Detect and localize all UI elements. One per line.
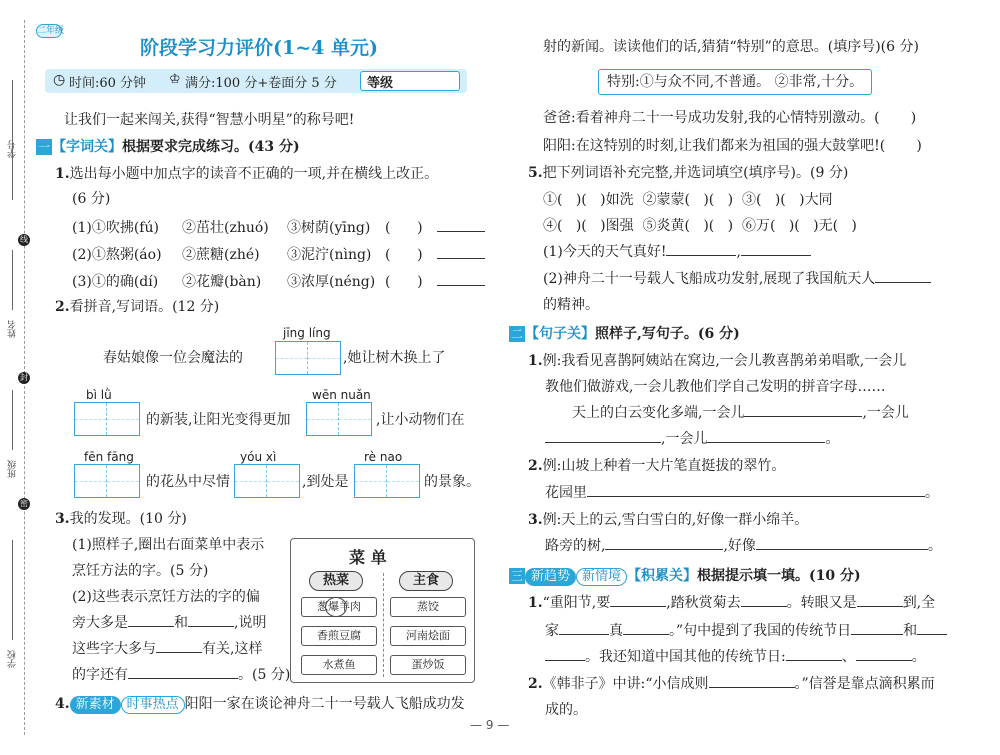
section3-tag: 【积累关】 (627, 568, 698, 584)
class-label: 班级 (8, 460, 18, 478)
menu-item-hot-1[interactable]: 葱爆羊肉 (301, 597, 377, 617)
trophy-icon: ♔ (169, 72, 181, 87)
s2q1-line4: ,一会儿 。 (545, 429, 839, 449)
menu-title: 菜 单 (349, 548, 387, 567)
circle-mark (325, 597, 347, 617)
grade-field-label: 等级 (367, 76, 394, 91)
grid-renao[interactable] (354, 464, 420, 498)
q5-line-3: (1)今天的天气真好! , (543, 242, 811, 262)
grid-wennuan[interactable] (306, 402, 372, 436)
q3-blank-1[interactable] (128, 613, 174, 627)
section2-text: 照样子,写句子。(6 分) (595, 326, 740, 342)
s3q1-blank-8[interactable] (545, 647, 585, 661)
q1-answer-1[interactable] (437, 218, 485, 232)
student-number-line (12, 80, 13, 200)
q2-line2a: 的新装,让阳光变得更加 (146, 412, 291, 428)
section3-number: 三 (510, 569, 523, 583)
name-label: 姓名 (8, 320, 18, 338)
s2q3-blank-2[interactable] (756, 536, 928, 550)
pinyin-youxi: yóu xì (240, 450, 277, 464)
section1-number: 一 (37, 140, 50, 154)
s3q1-blank-7[interactable] (917, 621, 947, 635)
q1-row-2: (2)①熬粥(áo) ②蔗糖(zhé) ③泥泞(nìng) ( ) (72, 245, 485, 265)
grid-jingling[interactable] (275, 341, 341, 375)
section2-tag: 【句子关】 (525, 326, 595, 342)
s3q1-blank-10[interactable] (856, 647, 912, 661)
q5-row-2: ④( )( )图强 ⑤炎黄( )( ) ⑥万( )( )无( ) (543, 218, 857, 234)
q3-line5: 这些字大多与 有关,这样 (72, 641, 263, 657)
q5-blank-3[interactable] (875, 269, 931, 283)
tag-new-material: 新素材 (70, 696, 121, 714)
menu-item-hot-3[interactable]: 水煮鱼 (301, 655, 377, 675)
menu-item-hot-2[interactable]: 香煎豆腐 (301, 626, 377, 646)
seal-dot-1: 线 (20, 235, 28, 244)
q3-line6: 的字还有 。(5 分) (72, 667, 291, 683)
q2-line2b: ,让小动物们在 (376, 412, 465, 428)
q5-row-1: ①( )( )如洗 ②蒙蒙( )( ) ③( )( )大同 (543, 192, 833, 208)
q1-row-3: (3)①的确(dí) ②花瓣(bàn) ③浓厚(néng) ( ) (72, 272, 485, 292)
q5-blank-1[interactable] (666, 242, 736, 256)
seal-dot-2: 封 (20, 373, 28, 382)
s2q1-line2: 教他们做游戏,一会儿教他们学自己发明的拼音字母…… (545, 379, 886, 395)
q2-prompt: 2.看拼音,写词语。(12 分) (55, 299, 220, 315)
s2q1-blank-1[interactable] (744, 403, 862, 417)
q3-blank-4[interactable] (128, 665, 238, 679)
school-line (12, 540, 13, 640)
s3q1-line3: 。我还知道中国其他的传统节日: 、 。 (545, 647, 926, 667)
page-title: 阶段学习力评价(1~4 单元) (140, 37, 378, 59)
clock-icon: ◷ (53, 72, 66, 88)
class-line (12, 390, 13, 450)
time-text: 时间:60 分钟 (69, 76, 147, 91)
q2-line3c: 的景象。 (424, 474, 480, 490)
s3q1-blank-5[interactable] (623, 621, 669, 635)
menu-item-main-1[interactable]: 蒸饺 (390, 597, 466, 617)
tag-new-trend: 新趋势 (525, 568, 576, 586)
q4-continued: 射的新闻。读读他们的话,猜猜“特别”的意思。(填序号)(6 分) (543, 39, 919, 55)
s2q2-line1: 2.例:山坡上种着一大片笔直挺拔的翠竹。 (528, 458, 786, 474)
score-text: 满分:100 分+卷面分 5 分 (185, 76, 337, 91)
q2-line1b: ,她让树木换上了 (343, 350, 446, 366)
s3q1-blank-3[interactable] (857, 593, 903, 607)
q5-prompt: 5.把下列词语补充完整,并选词填空(填序号)。(9 分) (528, 165, 849, 181)
q3-line1: (1)照样子,圈出右面菜单中表示 (72, 537, 265, 553)
s2q3-blank-1[interactable] (605, 536, 723, 550)
pinyin-renao: rè nao (364, 450, 403, 464)
q2-line1a: 春姑娘像一位会魔法的 (103, 350, 243, 366)
s2q1-blank-3[interactable] (707, 429, 825, 443)
s3q2-line1: 2.《韩非子》中讲:“小信成则 。”信誉是靠点滴积累而 (528, 676, 935, 692)
q1-row-1: (1)①吹拂(fú) ②茁壮(zhuó) ③树荫(yīng) ( ) (72, 218, 485, 238)
s3q1-line1: 1.“重阳节,要 ,踏秋赏菊去 。转眼又是 到,全 (528, 595, 936, 611)
name-line (12, 250, 13, 310)
tag-new-situation: 新情境 (576, 568, 627, 586)
menu-main-header: 主食 (399, 571, 453, 591)
s3q1-line2: 家 真 。”句中提到了我国的传统节日 和 (545, 621, 947, 641)
q2-line3b: ,到处是 (302, 474, 349, 490)
pinyin-fenfang: fēn fāng (84, 450, 134, 464)
s2q1-blank-2[interactable] (545, 429, 661, 443)
q1-answer-2[interactable] (437, 245, 485, 259)
pinyin-bilu: bì lǜ (86, 388, 112, 402)
s3q1-blank-9[interactable] (786, 647, 842, 661)
section1-header (36, 137, 300, 157)
seal-dot-3: 密 (20, 499, 28, 508)
q3-line2: 烹饪方法的字。(5 分) (72, 563, 209, 579)
s2q2-line2: 花园里 。 (545, 485, 939, 501)
s3q1-blank-6[interactable] (851, 621, 903, 635)
section1-text: 根据要求完成练习。(43 分) (122, 139, 300, 155)
s2q1-line3: 天上的白云变化多端,一会儿 ,一会儿 (572, 405, 909, 421)
s3q1-blank-4[interactable] (559, 621, 609, 635)
student-number-label: 学号 (8, 140, 18, 158)
q4-sentence-1: 爸爸:看着神舟二十一号成功发射,我的心情特别激动。( ) (543, 110, 917, 126)
tag-hot-news: 时事热点 (121, 696, 185, 714)
section2-header (509, 324, 740, 344)
definition-box: 特别:①与众不同,不普通。 ②非常,十分。 (598, 69, 872, 95)
section3-text: 根据提示填一填。(10 分) (697, 568, 861, 584)
intro-text: 让我们一起来闯关,获得“智慧小明星”的称号吧! (64, 112, 355, 128)
grid-fenfang[interactable] (74, 464, 140, 498)
pinyin-jingling: jīng líng (283, 326, 331, 340)
s2q2-blank[interactable] (587, 483, 925, 497)
info-bar (45, 69, 467, 93)
menu-divider (383, 573, 384, 677)
q1-prompt: 1.选出每小题中加点字的读音不正确的一项,并在横线上改正。 (55, 166, 439, 182)
grade-badge: 二年级 (37, 26, 65, 36)
s3q2-line2: 成的。 (545, 702, 587, 718)
section1-tag: 【字词关】 (52, 139, 122, 155)
s2q3-line2: 路旁的树, ,好像 。 (545, 538, 942, 554)
school-label: 学校 (8, 650, 18, 668)
q2-line3a: 的花丛中尽情 (146, 474, 230, 490)
grid-bilu[interactable] (74, 402, 140, 436)
pinyin-wennuan: wēn nuǎn (312, 388, 371, 402)
s3q1-blank-1[interactable] (610, 593, 666, 607)
q3-prompt: 3.我的发现。(10 分) (55, 511, 187, 527)
s2q1-line1: 1.例:我看见喜鹊阿姨站在窝边,一会儿教喜鹊弟弟唱歌,一会儿 (528, 353, 907, 369)
page-number: — 9 — (470, 718, 510, 732)
q3-line4: 旁大多是 和 ,说明 (72, 615, 267, 631)
q4-prompt: 4. 新素材 时事热点 阳阳一家在谈论神舟二十一号载人飞船成功发 (55, 696, 465, 712)
menu-hot-header: 热菜 (309, 571, 363, 591)
menu-item-main-2[interactable]: 河南烩面 (390, 626, 466, 646)
s3q1-blank-2[interactable] (741, 593, 787, 607)
s3q2-blank[interactable] (709, 674, 795, 688)
grid-youxi[interactable] (234, 464, 300, 498)
q5-line-4: (2)神舟二十一号载人飞船成功发射,展现了我国航天人 (543, 269, 931, 289)
q3-line3: (2)这些表示烹饪方法的字的偏 (72, 589, 260, 605)
q5-blank-2[interactable] (741, 242, 811, 256)
q4-sentence-2: 阳阳:在这特别的时刻,让我们都来为祖国的强大鼓掌吧!( ) (543, 138, 922, 154)
q1-score: (6 分) (72, 191, 111, 207)
q5-line-5: 的精神。 (543, 297, 599, 313)
section2-number: 二 (510, 327, 523, 341)
menu-card (290, 538, 475, 683)
menu-item-main-3[interactable]: 蛋炒饭 (390, 655, 466, 675)
q3-blank-2[interactable] (188, 613, 234, 627)
s2q3-line1: 3.例:天上的云,雪白雪白的,好像一群小绵羊。 (528, 512, 809, 528)
section3-header (509, 566, 861, 586)
q3-blank-3[interactable] (156, 639, 202, 653)
q1-answer-3[interactable] (437, 272, 485, 286)
